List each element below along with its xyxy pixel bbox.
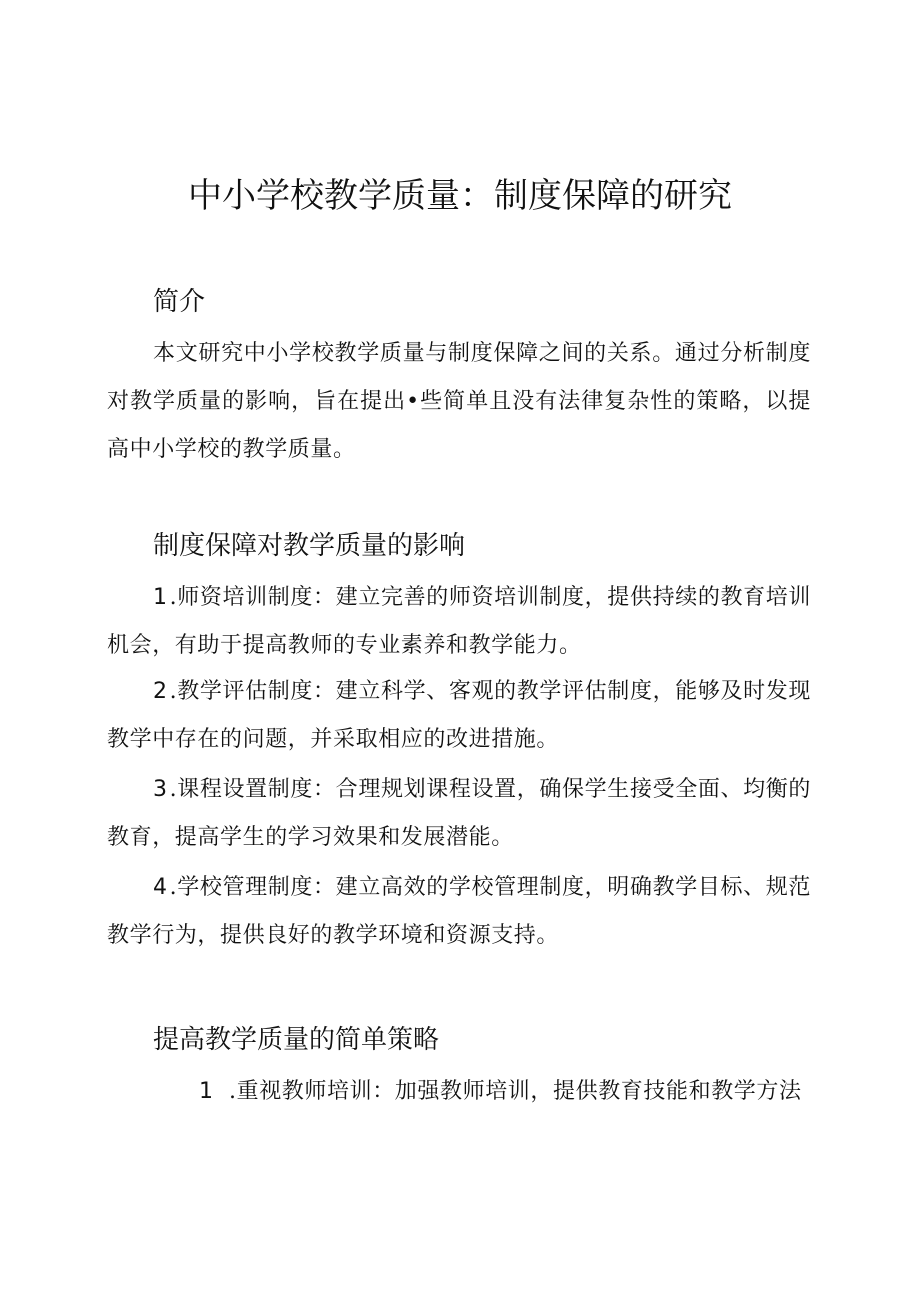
list-item bbox=[107, 574, 811, 670]
item-text: .重视教师培训：加强教师培训，提供教育技能和教学方法 bbox=[229, 1079, 802, 1104]
section-heading-impact: 制度保障对教学质量的影响 bbox=[153, 531, 466, 561]
item-text: .师资培训制度：建立完善的师资培训制度，提供持续的教育培训机会，有助于提高教师的专业素养和教学能力。 bbox=[107, 585, 811, 658]
item-text: .学校管理制度：建立高效的学校管理制度，明确教学目标、规范教学行为，提供良好的教学环境和资源支持。 bbox=[107, 875, 811, 948]
list-item bbox=[107, 864, 811, 960]
list-item bbox=[107, 1068, 811, 1116]
item-number: 2 bbox=[153, 679, 168, 704]
item-number: 4 bbox=[153, 875, 168, 900]
list-item bbox=[107, 668, 811, 764]
intro-paragraph: 本文研究中小学校教学质量与制度保障之间的关系。通过分析制度对教学质量的影响，旨在提出•些简单且没有法律复杂性的策略，以提高中小学校的教学质量。 bbox=[107, 341, 811, 462]
document-title: 中小学校教学质量：制度保障的研究 bbox=[188, 176, 732, 216]
list-item bbox=[107, 766, 811, 862]
section-heading-intro: 简介 bbox=[153, 287, 206, 317]
item-number: 1 bbox=[199, 1079, 214, 1104]
item-number: 3 bbox=[153, 777, 168, 802]
item-text: .教学评估制度：建立科学、客观的教学评估制度，能够及时发现教学中存在的问题，并采取相应的改进措施。 bbox=[107, 679, 811, 752]
section-heading-strategies: 提高教学质量的简单策略 bbox=[153, 1025, 440, 1055]
item-text: .课程设置制度：合理规划课程设置，确保学生接受全面、均衡的教育，提高学生的学习效果和发展潜能。 bbox=[107, 777, 811, 850]
item-number: 1 bbox=[153, 585, 168, 610]
